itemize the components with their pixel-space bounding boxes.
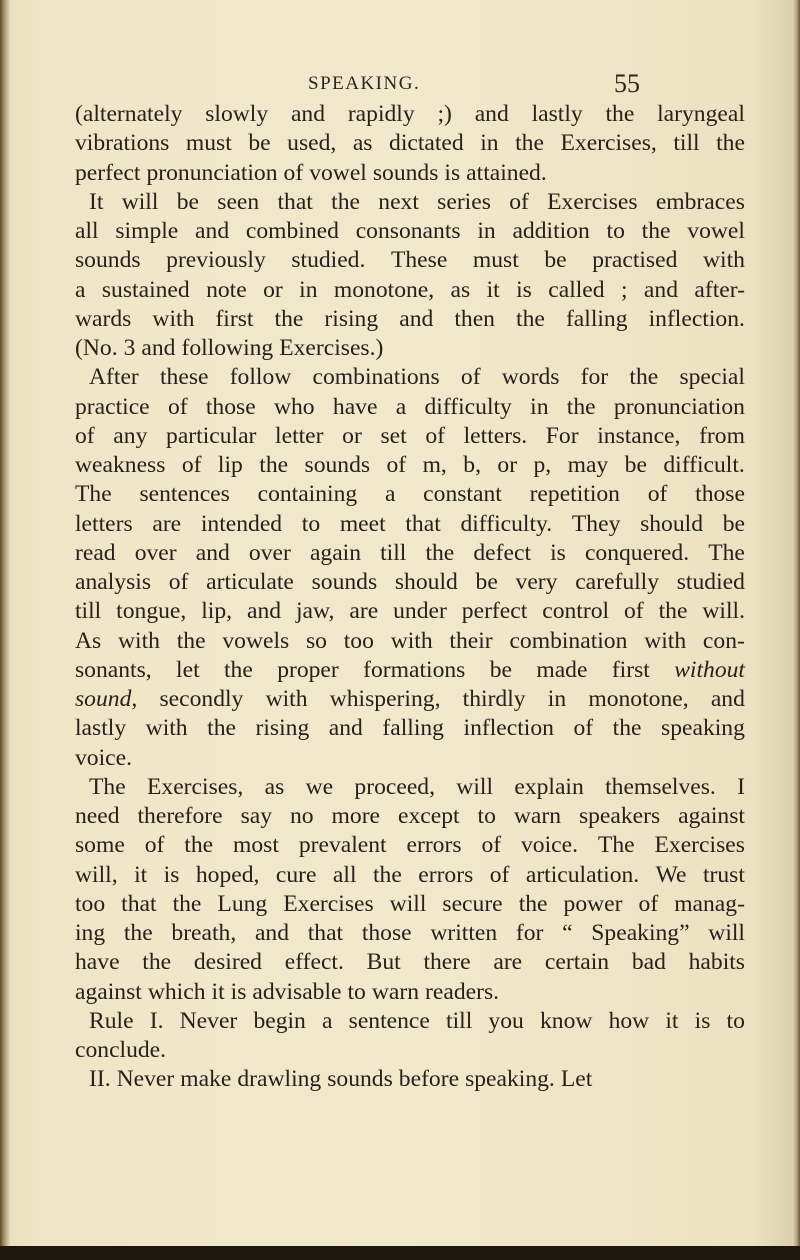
text-line: sonants, let the proper formations be made first without	[75, 656, 745, 683]
text-line: perfect pronunciation of vowel sounds is attained.	[75, 159, 547, 186]
text-line: all simple and combined consonants in addition to the vowel	[75, 218, 745, 244]
page-gutter-shadow	[0, 0, 10, 1246]
text-line: letters are intended to meet that difficulty. They should be	[75, 510, 745, 537]
text-line: will, it is hoped, cure all the errors of articulation. We trust	[75, 861, 745, 888]
text-line: weakness of lip the sounds of m, b, or p, may be difficult.	[75, 452, 745, 478]
text-line: After these follow combinations of words for the special	[89, 364, 745, 391]
text-line: against which it is advisable to warn readers.	[75, 978, 500, 1005]
text-line: till tongue, lip, and jaw, are under perfect control of the will.	[75, 598, 745, 625]
scan-bottom-border	[0, 1246, 800, 1260]
text-line: wards with first the rising and then the falling inflection.	[75, 305, 745, 332]
text-line: Rule I. Never begin a sentence till you know how it is to	[89, 1007, 745, 1034]
text-line: II. Never make drawling sounds before speaking. Let	[89, 1066, 593, 1093]
text-line: lastly with the rising and falling inflection of the speaking	[75, 715, 745, 742]
text-line: It will be seen that the next series of Exercises embraces	[89, 188, 745, 215]
text-line: practice of those who have a difficulty in the pronunciation	[75, 393, 745, 420]
text-line: read over and over again till the defect is conquered. The	[75, 539, 745, 566]
page-number: 55	[614, 69, 640, 98]
running-title: SPEAKING.	[308, 73, 421, 94]
page-edge-shadow	[792, 0, 800, 1246]
text-line: voice.	[75, 744, 132, 771]
text-line: analysis of articulate sounds should be very carefully studied	[75, 569, 745, 595]
text-line: need therefore say no more except to warn speakers against	[75, 803, 745, 829]
text-line: sound, secondly with whispering, thirdly in monotone, and	[75, 686, 745, 712]
text-line: vibrations must be used, as dictated in the Exercises, till the	[75, 130, 745, 157]
text-line: a sustained note or in monotone, as it is called ; and after-	[75, 276, 745, 303]
text-line: The Exercises, as we proceed, will explain themselves. I	[89, 773, 745, 800]
text-line: (alternately slowly and rapidly ;) and lastly the laryngeal	[75, 101, 745, 127]
text-line: The sentences containing a constant repetition of those	[75, 481, 745, 508]
text-line: ing the breath, and that those written for “ Speaking” will	[75, 920, 745, 946]
text-line: sounds previously studied. These must be practised with	[75, 247, 745, 274]
running-head	[0, 64, 800, 104]
body-text	[75, 100, 745, 1095]
text-line: conclude.	[75, 1037, 167, 1063]
text-line: (No. 3 and following Exercises.)	[75, 335, 384, 361]
text-line: some of the most prevalent errors of voice. The Exercises	[75, 832, 745, 859]
text-line: As with the vowels so too with their combination with con-	[75, 627, 745, 654]
text-line: have the desired effect. But there are certain bad habits	[75, 949, 745, 976]
text-line: of any particular letter or set of letters. For instance, from	[75, 422, 745, 449]
text-line: too that the Lung Exercises will secure the power of manag-	[75, 890, 745, 917]
